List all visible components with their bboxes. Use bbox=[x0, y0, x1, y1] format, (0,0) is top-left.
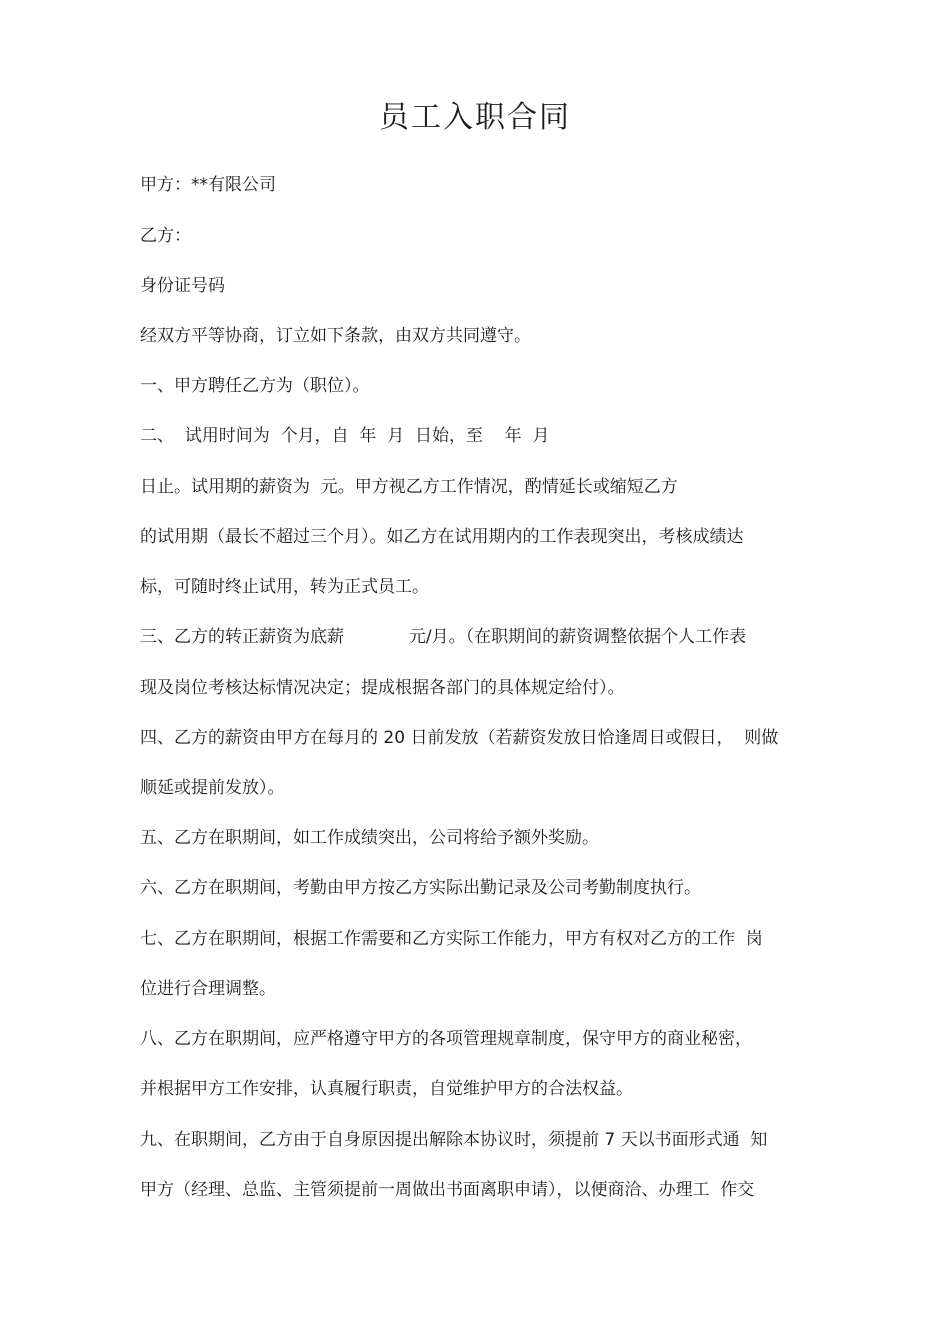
clause-9-line-1: 九、在职期间，乙方由于自身原因提出解除本协议时，须提前 7 天以书面形式通 知 bbox=[140, 1130, 768, 1150]
clause-4-line-2: 顺延或提前发放）。 bbox=[140, 778, 285, 798]
clause-3-line-2: 现及岗位考核达标情况决定；提成根据各部门的具体规定给付）。 bbox=[140, 678, 625, 698]
clause-2-line-3: 的试用期（最长不超过三个月）。如乙方在试用期内的工作表现突出，考核成绩达 bbox=[140, 527, 744, 547]
clause-3-line-1: 三、乙方的转正薪资为底薪 元/月。（在职期间的薪资调整依据个人工作表 bbox=[140, 627, 747, 647]
clause-2-line-1: 二、 试用时间为 个月，自 年 月 日始，至 年 月 bbox=[140, 426, 550, 446]
clause-6-line: 六、乙方在职期间，考勤由甲方按乙方实际出勤记录及公司考勤制度执行。 bbox=[140, 878, 701, 898]
document-title: 员工入职合同 bbox=[379, 100, 571, 135]
clause-7-line-1: 七、乙方在职期间，根据工作需要和乙方实际工作能力，甲方有权对乙方的工作 岗 bbox=[140, 929, 763, 949]
id-number-line: 身份证号码 bbox=[140, 276, 225, 296]
clause-1-line: 一、甲方聘任乙方为（职位）。 bbox=[140, 376, 370, 396]
party-b-line: 乙方： bbox=[140, 226, 191, 246]
preamble-line: 经双方平等协商，订立如下条款，由双方共同遵守。 bbox=[140, 326, 531, 346]
clause-4-line-1: 四、乙方的薪资由甲方在每月的 20 日前发放（若薪资发放日恰逢周日或假日， 则做 bbox=[140, 728, 779, 748]
clause-8-line-2: 并根据甲方工作安排，认真履行职责，自觉维护甲方的合法权益。 bbox=[140, 1079, 633, 1099]
clause-2-line-2: 日止。试用期的薪资为 元。甲方视乙方工作情况，酌情延长或缩短乙方 bbox=[140, 477, 678, 497]
clause-2-line-4: 标，可随时终止试用，转为正式员工。 bbox=[140, 577, 429, 597]
clause-5-line: 五、乙方在职期间，如工作成绩突出，公司将给予额外奖励。 bbox=[140, 828, 599, 848]
clause-9-line-2: 甲方（经理、总监、主管须提前一周做出书面离职申请），以便商洽、办理工 作交 bbox=[140, 1180, 755, 1200]
clause-8-line-1: 八、乙方在职期间，应严格遵守甲方的各项管理规章制度，保守甲方的商业秘密， bbox=[140, 1029, 752, 1049]
party-a-line: 甲方：**有限公司 bbox=[140, 175, 276, 195]
clause-7-line-2: 位进行合理调整。 bbox=[140, 979, 276, 999]
